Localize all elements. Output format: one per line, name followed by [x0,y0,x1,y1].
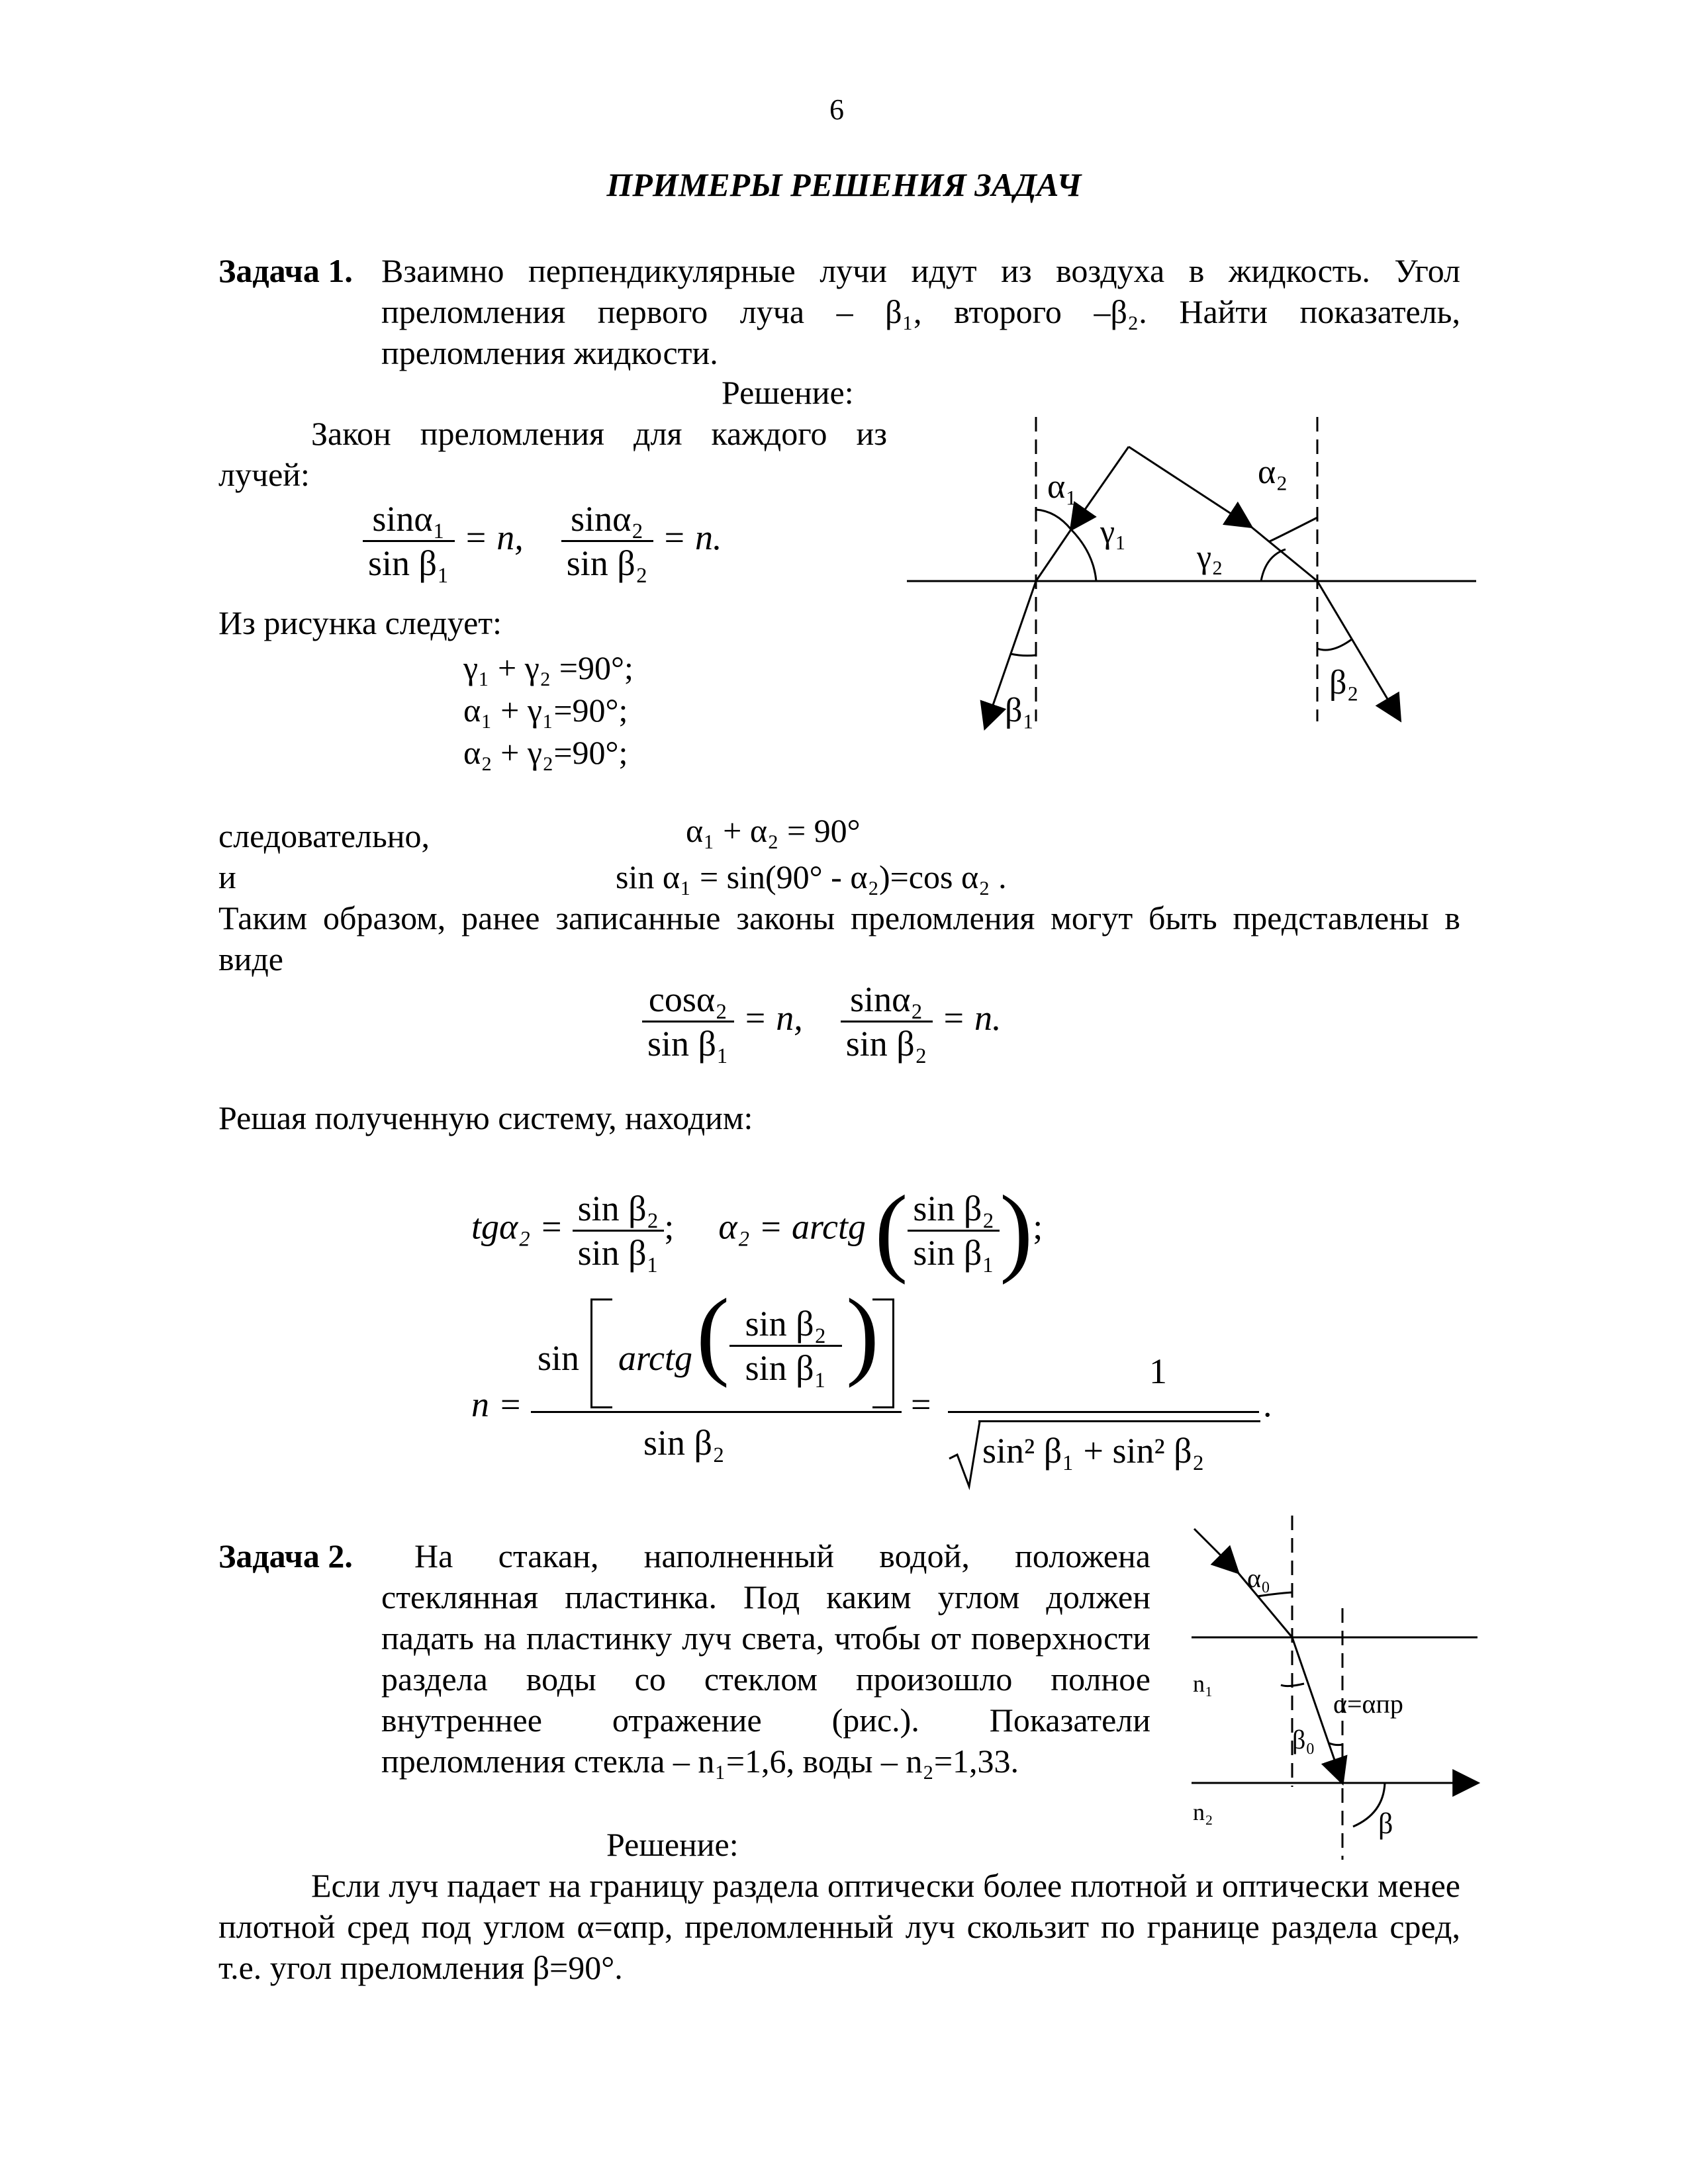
eq-alpha1: α₁ + γ₁=90°; [463,692,628,729]
n-lbracket [590,1298,612,1408]
sys-f1-num: cosα₂ [642,978,734,1023]
page-title: ПРИМЕРЫ РЕШЕНИЯ ЗАДАЧ [606,166,1082,203]
fig1-beta1-arc [1011,654,1036,656]
fig1-gamma2-arc [1261,549,1286,581]
n-rbracket [872,1298,894,1408]
figure1-refraction-diagram [900,410,1483,741]
fig2-label-n2: n₂ [1193,1799,1213,1825]
n-arctg: arctg [618,1338,692,1378]
figure2-total-internal-reflection-diagram [1178,1516,1483,1873]
fig1-label-alpha1: α₁ [1047,468,1078,506]
eq-sum: α₁ + α₂ = 90° [686,812,861,849]
law-eq1: = n, [463,517,524,557]
arc-den: sin β₁ [913,1232,995,1273]
fig1-gamma1-arc [1071,529,1096,581]
fig1-label-alpha2: α₂ [1258,453,1288,491]
n-inner-num: sin β₂ [729,1302,842,1347]
fig1-ray1-in [1036,529,1071,581]
fig1-alpha2-arc [1270,518,1317,541]
system-formula [642,978,1002,1065]
fig1-ray2-in-arrow [1129,447,1251,527]
task1-solution-label: Решение: [722,374,854,411]
fig1-label-beta1: β₁ [1005,692,1035,729]
n-equals: = [911,1385,931,1424]
fig1-label-gamma1: γ₁ [1100,513,1127,550]
n-fracbar [531,1411,902,1413]
eq-gamma: γ₁ + γ₂ =90°; [463,649,633,686]
n-den: sin β₂ [643,1423,725,1463]
n-inner-frac [729,1302,842,1389]
fig2-alpha-arc [1329,1743,1342,1745]
from-figure-text: Из рисунка следует: [218,604,502,641]
law-intro: Закон преломления для каждого из лучей: [218,415,887,493]
page-number: 6 [829,93,844,126]
sqrt-bar [978,1420,1260,1422]
tg-lhs: tgα₂ = [471,1206,564,1247]
arc-rparen: ) [1000,1175,1033,1285]
n-inner-den: sin β₁ [745,1348,827,1388]
tg-num: sin β₂ [573,1187,665,1232]
n-rparen: ) [846,1279,879,1388]
n-end: . [1263,1385,1272,1424]
fig2-label-alpha-crit: α=αпр [1333,1689,1403,1719]
n-formula [471,1279,1272,1489]
arc-num: sin β₂ [908,1187,1000,1232]
tg-sep: ; [664,1206,675,1247]
task1-label: Задача 1. [218,252,353,289]
task1-statement: Взаимно перпендикулярные лучи идут из воздуха в жидкость. Угол преломления первого луча – β₁, второго –β₂. Найти показатель, преломления жидкости. [381,252,1460,371]
task2-statement: На стакан, наполненный водой, положена стеклянная пластинка. Под каким углом должен падать на пластинку луч света, чтобы от поверхности раздела воды со стеклом произошло полное внутреннее отражение (рис.). Показатели преломления стекла – n₁=1,6, воды – n₂=1,33. [381,1537,1150,1780]
tg-formula [471,1175,1043,1285]
fig1-label-gamma2: γ₂ [1197,538,1223,575]
and-text: и [218,858,236,895]
sys-eq1: = n, [743,997,803,1038]
law-f2-den: sin β₂ [566,543,648,583]
law-eq2: = n. [662,517,722,557]
n-sin: sin [538,1338,580,1378]
arc-sep: ; [1033,1206,1043,1247]
law-f2-num: sinα₂ [561,498,653,542]
sqrt-icon [948,1418,981,1490]
sys-f1-den: sin β₁ [647,1024,729,1064]
arc-lhs: α₂ = arctg [718,1206,866,1247]
law-f1-num: sinα₁ [363,498,455,542]
fig2-label-beta0: β₀ [1292,1725,1315,1754]
fig2-label-n1: n₁ [1193,1670,1213,1697]
law-formula [363,498,722,584]
task2-solution-text: Если луч падает на границу раздела оптически более плотной и оптически менее плотной сред под углом α=αпр, преломленный луч скользит по границе раздела сред, т.е. угол преломления β=90°. [218,1867,1460,1986]
arc-lparen: ( [874,1175,908,1285]
law-f1-den: sin β₁ [368,543,449,583]
fig1-alpha1-arc [1036,510,1071,529]
n-lhs: n = [471,1385,522,1424]
n-lparen: ( [696,1279,729,1388]
sys-f2-den: sin β₂ [845,1024,927,1064]
fig2-incident-arrow [1194,1529,1238,1572]
solving-text: Решая полученную систему, находим: [218,1099,753,1136]
fig1-beta2-arc [1317,639,1352,650]
task2-label: Задача 2. [218,1537,353,1574]
fig2-label-alpha0: α₀ [1247,1563,1270,1593]
fig2-label-beta: β [1378,1807,1393,1840]
task2-solution-label: Решение: [606,1826,739,1863]
fig1-label-beta2: β₂ [1329,664,1359,702]
consequently-text: следовательно, [218,817,430,854]
tg-den: sin β₁ [577,1232,659,1273]
n-root: sin² β₁ + sin² β₂ [982,1431,1205,1471]
n-one: 1 [1149,1351,1167,1391]
eq-sin: sin α₁ = sin(90° - α₂)=cos α₂ . [616,858,1007,895]
sys-f2-num: sinα₂ [841,978,933,1023]
n-fracbar2 [948,1411,1259,1413]
sys-eq2: = n. [941,997,1002,1038]
thus-text: Таким образом, ранее записанные законы преломления могут быть представлены в виде [218,899,1460,978]
eq-alpha2: α₂ + γ₂=90°; [463,734,628,771]
